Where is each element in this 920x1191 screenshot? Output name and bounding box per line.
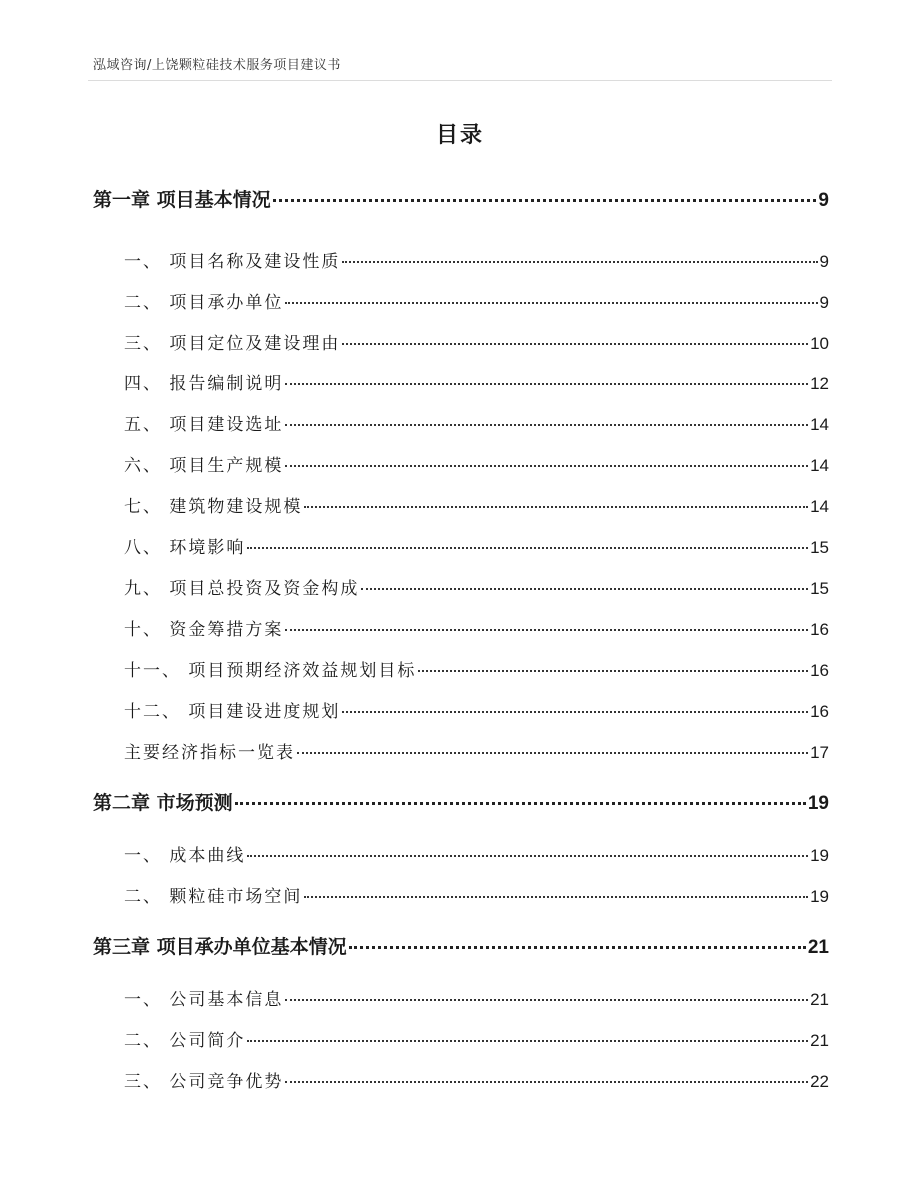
toc-entry-page: 12 <box>810 374 829 393</box>
toc-entry-chapter[interactable] <box>93 185 829 212</box>
toc-entry-page: 22 <box>810 1072 829 1091</box>
toc-entry-label: 一、 成本曲线 <box>124 846 246 866</box>
toc-entry-label: 四、 报告编制说明 <box>124 374 284 394</box>
toc-entry-label: 十二、 项目建设进度规划 <box>124 702 341 722</box>
toc-entry-section[interactable] <box>124 738 829 763</box>
toc-entry-page: 10 <box>810 334 829 353</box>
toc-entry-label: 第一章 项目基本情况 <box>93 189 271 211</box>
toc-entry-page: 9 <box>819 252 829 271</box>
toc-entry-page: 16 <box>810 620 829 639</box>
dot-leader <box>304 896 808 898</box>
dot-leader <box>285 629 808 631</box>
toc-entry-chapter[interactable] <box>93 788 829 815</box>
dot-leader <box>349 946 806 949</box>
toc-entry-page: 21 <box>810 1031 829 1050</box>
toc-entry-page: 16 <box>810 661 829 680</box>
toc-entry-page: 15 <box>810 579 829 598</box>
dot-leader <box>273 199 817 202</box>
toc-title: 目录 <box>435 123 484 148</box>
dot-leader <box>285 1081 808 1083</box>
dot-leader <box>247 855 808 857</box>
dot-leader <box>342 711 808 713</box>
toc-entry-section[interactable] <box>124 615 829 640</box>
toc-entry-label: 主要经济指标一览表 <box>124 743 295 763</box>
header-divider <box>88 80 832 81</box>
toc-entry-section[interactable] <box>124 1026 829 1051</box>
toc-entry-page: 14 <box>810 415 829 434</box>
dot-leader <box>285 465 808 467</box>
toc-entry-section[interactable] <box>124 985 829 1010</box>
toc-entry-label: 十一、 项目预期经济效益规划目标 <box>124 661 417 681</box>
toc-entry-chapter[interactable] <box>93 932 829 959</box>
toc-entry-section[interactable] <box>124 882 829 907</box>
dot-leader <box>285 424 808 426</box>
dot-leader <box>361 588 808 590</box>
toc-entry-label: 十、 资金筹措方案 <box>124 620 284 640</box>
toc-entry-section[interactable] <box>124 574 829 599</box>
toc-entry-section[interactable] <box>124 533 829 558</box>
toc-entry-section[interactable] <box>124 697 829 722</box>
toc-entry-label: 第二章 市场预测 <box>93 792 233 814</box>
toc-entry-label: 二、 颗粒硅市场空间 <box>124 887 303 907</box>
toc-entry-section[interactable] <box>124 656 829 681</box>
toc-entry-page: 14 <box>810 456 829 475</box>
toc-entry-page: 9 <box>818 190 829 211</box>
toc-entry-label: 一、 公司基本信息 <box>124 990 284 1010</box>
toc-entry-label: 五、 项目建设选址 <box>124 415 284 435</box>
toc-entry-page: 19 <box>807 793 829 814</box>
dot-leader <box>247 1040 808 1042</box>
toc-entry-label: 一、 项目名称及建设性质 <box>124 252 341 272</box>
toc-entry-section[interactable] <box>124 1067 829 1092</box>
dot-leader <box>285 999 808 1001</box>
toc-entry-label: 第三章 项目承办单位基本情况 <box>93 936 347 958</box>
dot-leader <box>342 261 817 263</box>
toc-entry-section[interactable] <box>124 369 829 394</box>
toc-entry-label: 六、 项目生产规模 <box>124 456 284 476</box>
dot-leader <box>297 752 808 754</box>
toc-entry-page: 17 <box>810 743 829 762</box>
toc-entry-page: 21 <box>807 937 829 958</box>
toc-entry-section[interactable] <box>124 451 829 476</box>
toc-entry-label: 七、 建筑物建设规模 <box>124 497 303 517</box>
dot-leader <box>235 802 806 805</box>
toc-entry-page: 14 <box>810 497 829 516</box>
toc-entry-label: 二、 项目承办单位 <box>124 293 284 313</box>
toc-entry-section[interactable] <box>124 329 829 354</box>
toc-entry-label: 二、 公司简介 <box>124 1031 246 1051</box>
toc-entry-label: 三、 公司竞争优势 <box>124 1072 284 1092</box>
toc-entry-section[interactable] <box>124 247 829 272</box>
toc-entry-section[interactable] <box>124 841 829 866</box>
dot-leader <box>342 343 808 345</box>
toc-entry-label: 九、 项目总投资及资金构成 <box>124 579 360 599</box>
toc-entry-label: 八、 环境影响 <box>124 538 246 558</box>
dot-leader <box>285 383 808 385</box>
dot-leader <box>418 670 808 672</box>
toc-entry-page: 9 <box>819 293 829 312</box>
toc-entry-page: 19 <box>810 846 829 865</box>
dot-leader <box>285 302 817 304</box>
toc-entry-section[interactable] <box>124 288 829 313</box>
dot-leader <box>247 547 808 549</box>
toc-entry-label: 三、 项目定位及建设理由 <box>124 334 341 354</box>
toc-entry-page: 19 <box>810 887 829 906</box>
toc-entry-page: 21 <box>810 990 829 1009</box>
toc-entry-section[interactable] <box>124 410 829 435</box>
toc-entry-section[interactable] <box>124 492 829 517</box>
toc-entry-page: 16 <box>810 702 829 721</box>
toc-entry-page: 15 <box>810 538 829 557</box>
dot-leader <box>304 506 808 508</box>
page-header: 泓域咨询/上饶颗粒硅技术服务项目建议书 <box>93 58 341 73</box>
